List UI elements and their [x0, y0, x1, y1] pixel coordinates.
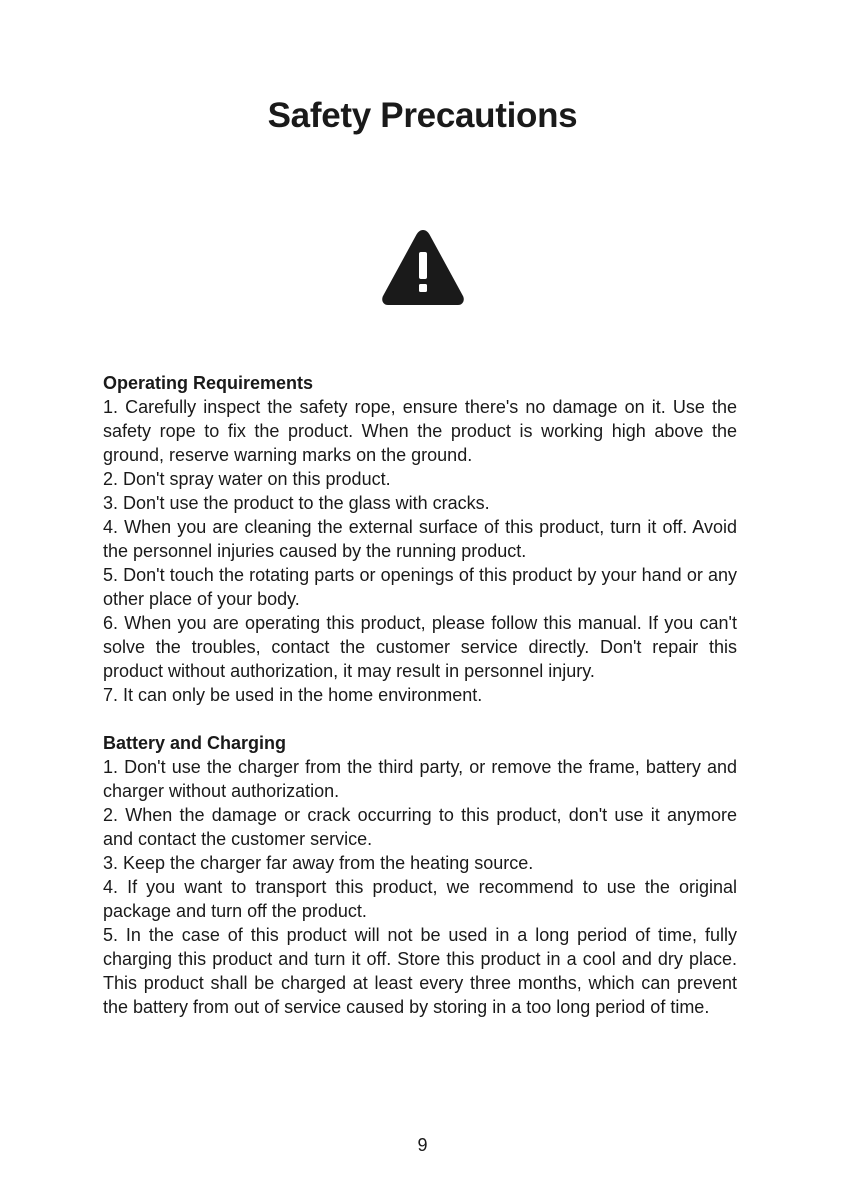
- list-item: 3. Don't use the product to the glass with cracks.: [103, 493, 490, 513]
- list-item: 1. Carefully inspect the safety rope, ensure there's no damage on it. Use the safety rope to fix the product. When the product is working high above the ground, reserve warning marks on the ground.: [103, 397, 737, 465]
- warning-triangle-icon: [379, 226, 467, 308]
- list-item: 5. In the case of this product will not be used in a long period of time, fully charging this product and turn it off. Store this product in a cool and dry place. This product shall be charged at least every three months, which can prevent the battery from out of service caused by storing in a too long period of time.: [103, 925, 737, 1017]
- list-item: 7. It can only be used in the home environment.: [103, 685, 483, 705]
- operating-requirements-section: [103, 371, 737, 707]
- list-item: 4. When you are cleaning the external surface of this product, turn it off. Avoid the personnel injuries caused by the running product.: [103, 517, 737, 561]
- list-item: 6. When you are operating this product, please follow this manual. If you can't solve the troubles, contact the customer service directly. Don't repair this product without authorization, it may result in personnel injury.: [103, 613, 737, 681]
- list-item: 2. Don't spray water on this product.: [103, 469, 391, 489]
- section-heading: Battery and Charging: [103, 733, 287, 753]
- battery-charging-section: [103, 731, 737, 1019]
- list-item: 5. Don't touch the rotating parts or openings of this product by your hand or any other place of your body.: [103, 565, 737, 609]
- page-title: Safety Precautions: [267, 96, 578, 135]
- list-item: 1. Don't use the charger from the third party, or remove the frame, battery and charger without authorization.: [103, 757, 737, 801]
- list-item: 3. Keep the charger far away from the heating source.: [103, 853, 534, 873]
- page-number: 9: [417, 1135, 428, 1155]
- list-item: 2. When the damage or crack occurring to this product, don't use it anymore and contact the customer service.: [103, 805, 737, 849]
- list-item: 4. If you want to transport this product, we recommend to use the original package and turn off the product.: [103, 877, 737, 921]
- safety-content: [103, 371, 737, 1019]
- section-heading: Operating Requirements: [103, 373, 314, 393]
